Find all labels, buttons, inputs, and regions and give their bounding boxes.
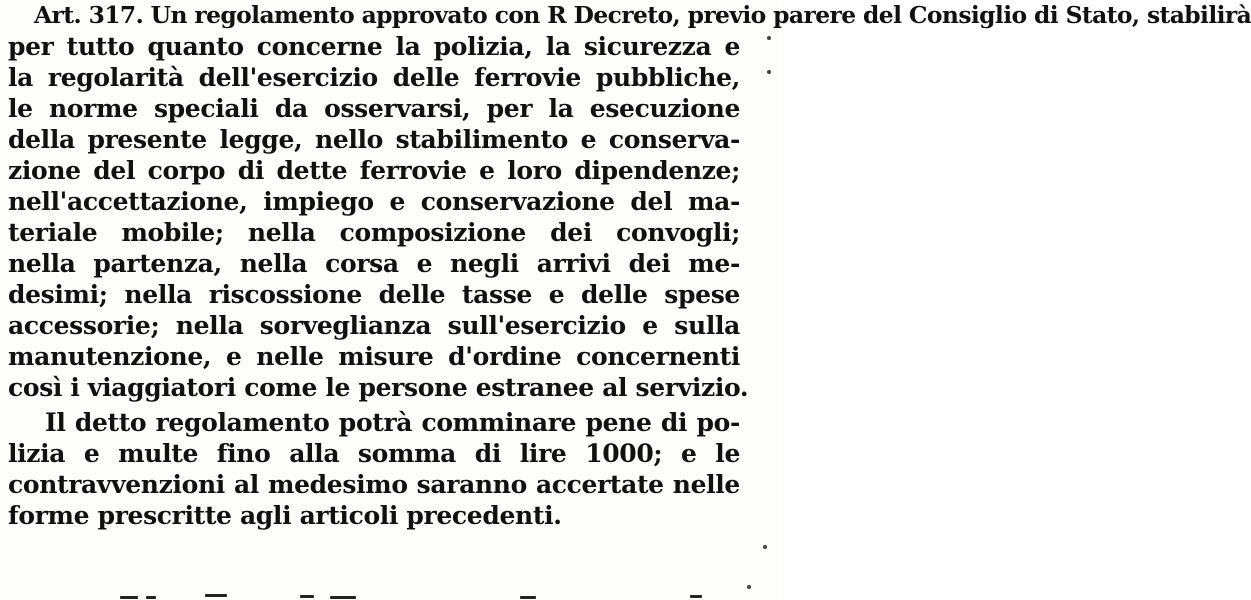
text-line: forme prescritte agli articoli precedenti. [8, 501, 562, 530]
text-line: zione del corpo di dette ferrovie e loro dipendenze; [8, 156, 740, 185]
article-text [8, 0, 1251, 531]
cropped-glyph [520, 596, 536, 599]
scan-speck [767, 70, 771, 74]
paragraph-article-317 [8, 0, 1251, 403]
paragraph-regolamento [8, 407, 740, 531]
text-line: desimi; nella riscossione delle tasse e delle spese [8, 280, 740, 309]
cropped-glyph [690, 595, 702, 598]
text-line: nella partenza, nella corsa e negli arrivi dei me- [8, 249, 740, 278]
text-line: della presente legge, nello stabilimento e conserva- [8, 125, 740, 154]
text-line: le norme speciali da osservarsi, per la esecuzione [8, 94, 740, 123]
text-line: contravvenzioni al medesimo saranno accertate nelle [8, 470, 740, 499]
text-line: Art. 317. Un regolamento approvato con R Decreto, previo parere del Consiglio di Stato, stabilirà [34, 1, 1251, 29]
text-line: per tutto quanto concerne la polizia, la sicurezza e [8, 32, 740, 61]
cropped-glyph [330, 596, 356, 599]
cropped-glyph [300, 595, 314, 598]
cropped-next-line [0, 588, 779, 600]
text-line: la regolarità dell'esercizio delle ferrovie pubbliche, [8, 63, 740, 92]
text-line: nell'accettazione, impiego e conservazione del ma- [8, 187, 740, 216]
text-line: lizia e multe fino alla somma di lire 1000; e le [8, 439, 740, 468]
scan-speck [763, 545, 767, 549]
cropped-glyph [120, 596, 138, 599]
text-line: così i viaggiatori come le persone estranee al servizio. [8, 373, 749, 402]
text-line: Il detto regolamento potrà comminare pene di po- [45, 408, 740, 437]
text-line: manutenzione, e nelle misure d'ordine concernenti [8, 342, 740, 371]
cropped-glyph [205, 594, 227, 597]
text-line: accessorie; nella sorveglianza sull'esercizio e sulla [8, 311, 740, 340]
text-line: teriale mobile; nella composizione dei convogli; [8, 218, 740, 247]
cropped-glyph [146, 596, 156, 599]
scan-speck [767, 36, 771, 40]
